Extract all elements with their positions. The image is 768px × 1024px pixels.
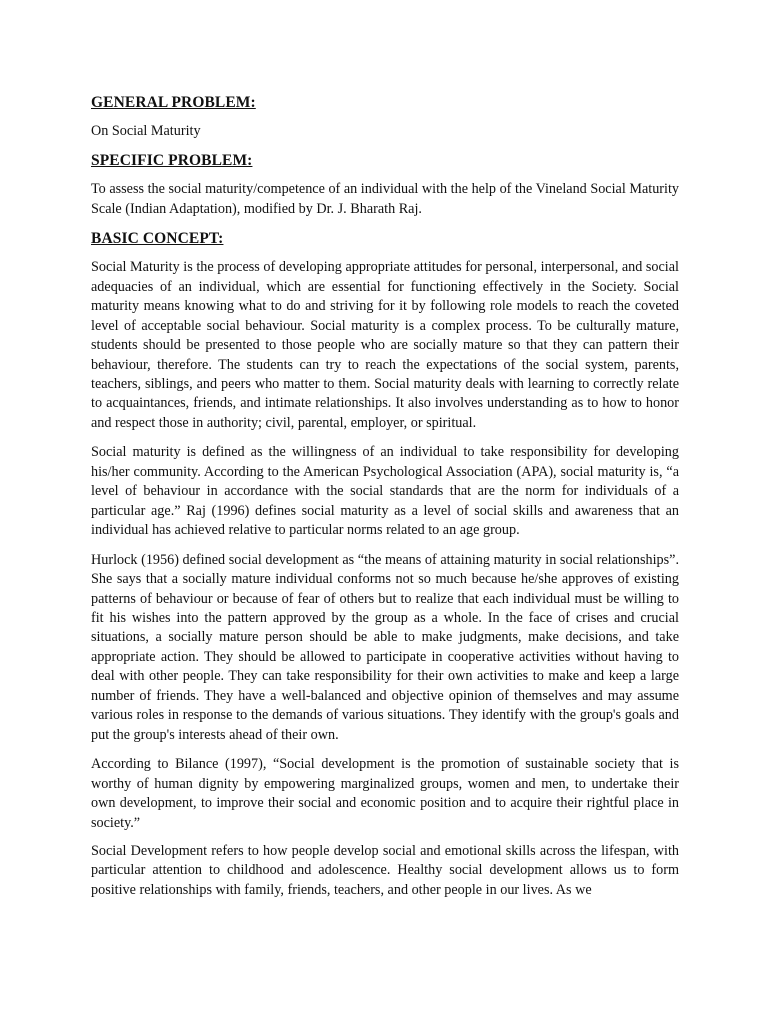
specific-problem-heading: SPECIFIC PROBLEM: [91,152,253,170]
basic-concept-paragraph-2: Social maturity is defined as the willingness of an individual to take responsibility for developing his/her community. According to the American Psychological Association (APA), social maturity is, “a level of behaviour in accordance with the social standards that are the norm for individuals of a particular age.” Raj (1996) defines social maturity as a level of social skills and awareness that an individual has achieved relative to particular norms related to an age group. [91,444,679,539]
general-problem-text: On Social Maturity [91,123,201,139]
general-problem-heading: GENERAL PROBLEM: [91,94,256,111]
basic-concept-paragraph-1: Social Maturity is the process of developing appropriate attitudes for personal, interpersonal, and social adequacies of an individual, which are essential for functioning effectively in the Society. Social maturity means knowing what to do and striving for it by following role models to reach the coveted level of acceptable social behaviour. Social maturity is a complex process. To be culturally mature, students should be presented to those people who are socially mature so that they can pattern their behaviour, therefore. The students can try to reach the expectations of the social system, parents, teachers, siblings, and peers who matter to them. Social maturity deals with learning to correctly relate to acquaintances, friends, and intimate relationships. It also involves understanding as to how to honor and respect those in authority; civil, parental, employer, or spiritual. [91,259,679,431]
basic-concept-paragraph-4: According to Bilance (1997), “Social development is the promotion of sustainable society that is worthy of human dignity by empowering marginalized groups, women and men, to undertake their own development, to improve their social and economic position and to acquire their rightful place in society.” [91,756,679,831]
basic-concept-paragraph-3: Hurlock (1956) defined social development as “the means of attaining maturity in social relationships”. She says that a socially mature individual conforms not so much because he/she approves of existing patterns of behaviour or because of fear of others but to realize that each individual must be willing to fit his wishes into the pattern approved by the group as a whole. In the face of crises and crucial situations, a socially mature person should be able to make judgments, make decisions, and take appropriate action. They should be allowed to participate in cooperative activities without having to deal with other people. They can take responsibility for their own activities to make and keep a large number of friends. They have a well-balanced and objective opinion of themselves and may assume various roles in response to the demands of various situations. They identify with the group's goals and put the group's interests ahead of their own. [91,551,679,743]
basic-concept-paragraph-5: Social Development refers to how people develop social and emotional skills across the lifespan, with particular attention to childhood and adolescence. Healthy social development allows us to form positive relationships with family, friends, teachers, and other people in our lives. As we [91,843,679,898]
basic-concept-heading: BASIC CONCEPT: [91,230,224,248]
specific-problem-text: To assess the social maturity/competence of an individual with the help of the Vineland Social Maturity Scale (Indian Adaptation), modified by Dr. J. Bharath Raj. [91,181,679,217]
